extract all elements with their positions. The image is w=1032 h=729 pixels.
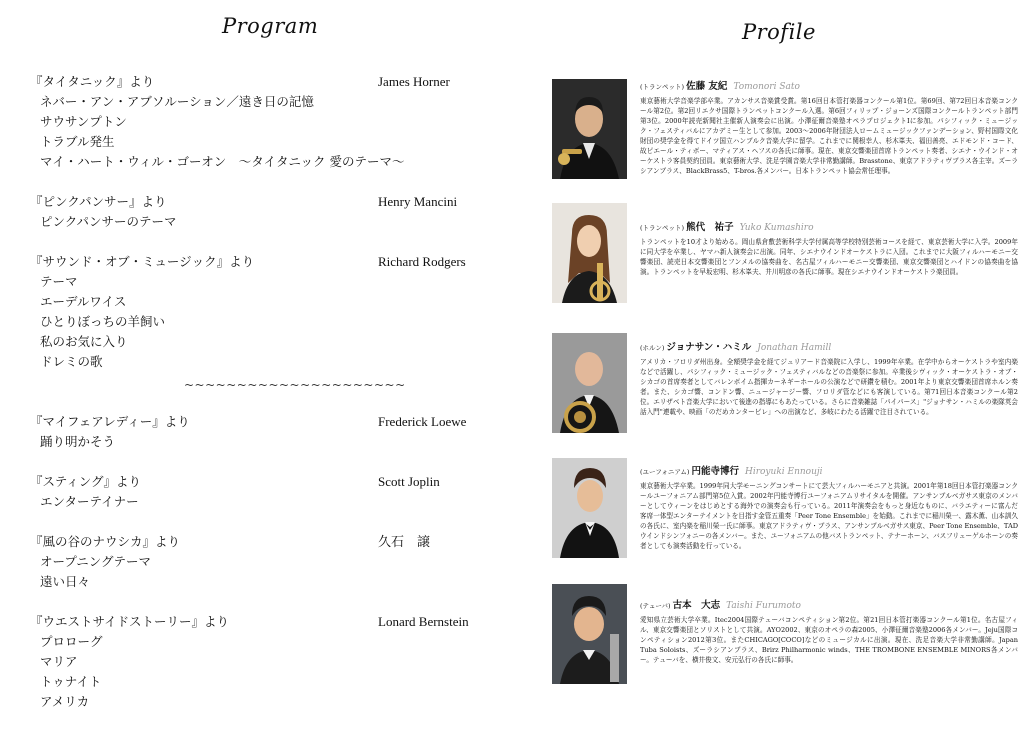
profile-bio: 東京藝術大学音楽学部卒業。アカンサス音楽賞受賞。第16回日本管打楽器コンクール第1位。第69回、第72回日本音楽コンクール第2位。第2回リエクサ国際トランペットコンクール入選。第6回フィリップ・ジョーンズ国際コンクールトランペット部門第3位。2000年読売新聞社主催新人演奏会に出演。小澤征爾音楽塾オペラプロジェクトⅠに参加。パシフィック・ミュージック・フェスティバルにアカデミー生として参加。2003～2006年財団法人ロームミュージックファンデーション、野村国際文化財団の奨学金を得てドイツ国立ハンブルク音楽大学に留学。これまでに関根幸人、杉木峯夫、福田善亮、エドモンド・コード、故ピエール・ティボー、マティアス・ヘフスの各氏に師事。現在、東京交響楽団首席トランペット奏者、シエナ・ウインド・オーケストラ客員契約団員。東京藝術大学、洗足学園音楽大学非常勤講師。Brasstone、東京アドラティヴブラス各主宰。ズーラシアンブラス、BlackBrass5、T-bros.各メンバー。日本トランペット協会常任理事。: [640, 97, 1018, 175]
program-item: プロローグ: [40, 634, 103, 649]
program-item: マイ・ハート・ウィル・ゴーオン ～タイタニック 愛のテーマ～: [40, 154, 405, 169]
program-item: トラブル発生: [40, 134, 115, 149]
composer: James Horner: [378, 74, 450, 89]
program-item: サウサンプトン: [40, 114, 127, 129]
program-block-west-side-story: [30, 612, 550, 712]
program-block-pink-panther: [30, 192, 550, 232]
profile-bio: 東京藝術大学卒業。1999年同大学モーニングコンサートにて芸大フィルハーモニアと共演。2001年第18回日本管打楽器コンクールユーフォニアム部門第5位入賞。2002年円能寺博行ユーフォニアムリサイタルを開催。アンサンブルベガサス東京のメンバーとしてウィーンをはじめとする海外での演奏会も行っている。2011年演奏会をもっと身近なものに、バラエティーに富んだ客席一体型エンターテイメントを目指す金管五重奏「Peer Tone Ensemble」を始動。これまでに稲川榮一、露木薫、山本訓久の各氏に、室内楽を稲川榮一氏に師事。東京アドラティヴ・ブラス、アンサンブルベガサス東京、Peer Tone Ensemble、TADウインドシンフォニーの各メンバー。また、ユーフォニアムの他バストランペット、テナーホーン、バスフリューゲルホーンの奏者としても演奏活動を行っている。: [640, 482, 1018, 550]
profile-name: 佐藤 友紀: [686, 81, 728, 92]
profile-name: ジョナサン・ハミル: [666, 342, 752, 353]
profile-sato: [640, 81, 1018, 196]
program-title: 『マイフェアレディー』より: [30, 414, 190, 429]
profile-heading: Profile: [742, 20, 816, 44]
program-title: 『スティング』より: [30, 474, 142, 489]
profile-furumoto: [640, 600, 1018, 715]
composer: Frederick Loewe: [378, 414, 467, 429]
profile-photo-kumashiro: [552, 203, 627, 303]
profile-romaji: Jonathan Hamill: [757, 343, 832, 353]
program-item: オープニングテーマ: [40, 554, 152, 569]
composer: Lonard Bernstein: [378, 614, 469, 629]
profile-ennouji: [640, 466, 1018, 581]
program-block-titanic: [30, 72, 550, 172]
program-item: ひとりぼっちの羊飼い: [40, 314, 166, 329]
composer: Scott Joplin: [378, 474, 440, 489]
profile-name: 熊代 祐子: [686, 222, 734, 233]
profile-role: (テューバ): [640, 602, 671, 610]
profile-romaji: Yuko Kumashiro: [739, 223, 814, 233]
profile-role: (トランペット): [640, 224, 685, 232]
program-item: アメリカ: [40, 694, 90, 709]
profile-role: (ホルン): [640, 344, 665, 352]
program-item: ドレミの歌: [40, 354, 103, 369]
program-title: 『ウエストサイドストーリー』より: [30, 614, 230, 629]
profile-name: 円能寺博行: [691, 466, 739, 477]
composer: 久石 譲: [378, 534, 431, 549]
profile-kumashiro: [640, 222, 1018, 337]
profile-bio: トランペットを10才より始める。岡山県倉敷芸術科学大学付属高等学校特別芸術コースを経て、東京芸術大学に入学。2009年に同大学を卒業し、ヤマハ新人演奏会に出演。同年、シエナウインドオーケストラに入団。これまでに大阪フィルハーモニー交響楽団、読売日本交響楽団とフンメルの協奏曲を、名古屋フィルハーモニー交響楽団、東京交響楽団とハイドンの協奏曲を協演。トランペットを早坂宏明、杉木峯夫、井川明彦の各氏に師事。現在シエナウインドオーケストラ楽団員。: [640, 238, 1018, 276]
profile-romaji: Tomonori Sato: [733, 82, 800, 92]
profile-romaji: Hiroyuki Ennouji: [744, 467, 823, 477]
profile-photo-furumoto: [552, 584, 627, 684]
profile-romaji: Taishi Furumoto: [726, 601, 801, 611]
program-block-my-fair-lady: [30, 412, 550, 452]
program-item: マリア: [40, 654, 78, 669]
program-item: 私のお気に入り: [40, 334, 128, 349]
composer: Henry Mancini: [378, 194, 458, 209]
program-item: エーデルワイス: [40, 294, 127, 309]
profile-photo-sato: [552, 79, 627, 179]
program-block-sting: [30, 472, 550, 512]
program-item: 遠い日々: [40, 574, 91, 589]
program-title: 『タイタニック』より: [30, 74, 155, 89]
program-item: ピンクパンサーのテーマ: [40, 214, 177, 229]
profile-bio: アメリカ・フロリダ州出身。全額奨学金を経てジュリアード音楽院に入学し、1999年卒業。在学中からオーケストラや室内楽などで活躍し、パシフィック・ミュージック・フェスティバルなどの音楽祭に参加。卒業後シヴィック・オーケストラ・オブ・シカゴの首席奏者としてバレンボイム指揮カーネギーホールの公演などで研鑽を積む。2001年より東京交響楽団首席ホルン奏者。また、シカゴ響、コンドン響、ニュージャージー響、フロリダ管などにも客演している。第71回日本音楽コンクール第2位。エリザベト音楽大学において後進の指導にもあたっている。さらに音楽雑誌「パイパース」"ジョナサン・ハミルの楽隊英会話入門"連載や、映画「のだめカンタービレ」への出演など、多岐にわたる活躍で注目されている。: [640, 358, 1018, 416]
profile-role: (トランペット): [640, 83, 685, 91]
program-title: 『風の谷のナウシカ』より: [30, 534, 181, 549]
program-item: テーマ: [40, 274, 78, 289]
program-block-nausicaa: [30, 532, 550, 592]
profile-name: 古本 大志: [672, 600, 721, 611]
program-item: トゥナイト: [40, 674, 102, 689]
program-item: ネバー・アン・アブソルーション／遠き日の記憶: [40, 94, 314, 109]
profile-hamill: [640, 342, 1018, 457]
program-heading: Program: [222, 14, 319, 38]
program-title: 『サウンド・オブ・ミュージック』より: [30, 254, 255, 269]
program-block-sound-of-music: [30, 252, 550, 372]
intermission-divider: ~~~~~~~~~~~~~~~~~~~~~: [184, 378, 406, 392]
profile-role: (ユーフォニアム): [640, 468, 690, 476]
program-item: 踊り明かそう: [40, 434, 116, 449]
composer: Richard Rodgers: [378, 254, 466, 269]
profile-photo-ennouji: [552, 458, 627, 558]
profile-photo-hamill: [552, 333, 627, 433]
program-item: エンターテイナー: [40, 494, 139, 509]
program-title: 『ピンクパンサー』より: [30, 194, 167, 209]
profile-bio: 愛知県立芸術大学卒業。Itec2004国際テューバコンペティション第2位。第21回日本管打楽器コンクール第1位。名古屋フィル、東京交響楽団とソリストとして共演。AYO2002、東京のオペラの森2005、小澤征爾音楽塾2006各メンバー。Jeju国際コンペティション2012第3位。またCHICAGO[COCO]などのミュージカルに出演。現在、洗足音楽大学非常勤講師。Japan Tuba Soloists、ズーラシアンブラス、Brirz Philharmonic winds、THE TROMBONE ENSEMBLE MINORS各メンバー。テューバを、横井俊文、安元弘行の各氏に師事。: [640, 616, 1018, 664]
